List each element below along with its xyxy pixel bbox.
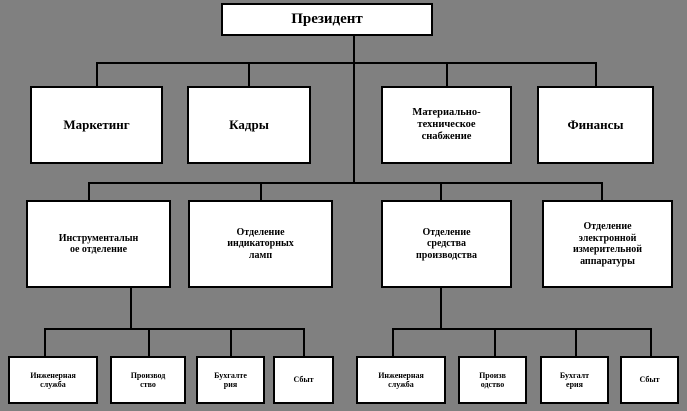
connector-trunk-level2 xyxy=(353,62,355,184)
node-production-left[interactable]: Производ ство xyxy=(110,356,186,404)
node-sales-right[interactable]: Сбыт xyxy=(620,356,679,404)
node-marketing[interactable]: Маркетинг xyxy=(30,86,163,164)
connector-finance-up xyxy=(595,62,597,86)
connector-acct-right-up xyxy=(575,328,577,356)
connector-production-up xyxy=(440,182,442,200)
connector-tools-up xyxy=(88,182,90,200)
node-president[interactable]: Президент xyxy=(221,3,433,36)
node-indicator-lamps-dept[interactable]: Отделение индикаторных ламп xyxy=(188,200,333,288)
node-tools-dept[interactable]: Инструменталын ое отделение xyxy=(26,200,171,288)
node-hr[interactable]: Кадры xyxy=(187,86,311,164)
node-finance[interactable]: Финансы xyxy=(537,86,654,164)
connector-marketing-up xyxy=(96,62,98,86)
connector-level2-bus xyxy=(88,182,602,184)
node-supply[interactable]: Материально- техническое снабжение xyxy=(381,86,512,164)
connector-prod-left-up xyxy=(148,328,150,356)
node-eng-service-left[interactable]: Инженерная служба xyxy=(8,356,98,404)
node-accounting-left[interactable]: Бухгалте рия xyxy=(196,356,265,404)
connector-level3-bus-left xyxy=(44,328,304,330)
connector-sales-right-up xyxy=(650,328,652,356)
node-electronic-measuring-dept[interactable]: Отделение электронной измерительной аппаратуры xyxy=(542,200,673,288)
connector-electronic-up xyxy=(601,182,603,200)
node-eng-service-right[interactable]: Инженерная служба xyxy=(356,356,446,404)
node-accounting-right[interactable]: Бухгалт ерия xyxy=(540,356,609,404)
connector-eng-left-up xyxy=(44,328,46,356)
connector-acct-left-up xyxy=(230,328,232,356)
connector-production-down xyxy=(440,288,442,330)
connector-hr-up xyxy=(248,62,250,86)
connector-prod-right-up xyxy=(494,328,496,356)
connector-indicator-up xyxy=(260,182,262,200)
node-production-dept[interactable]: Отделение средства производства xyxy=(381,200,512,288)
connector-supply-up xyxy=(446,62,448,86)
connector-sales-left-up xyxy=(303,328,305,356)
connector-eng-right-up xyxy=(392,328,394,356)
node-sales-left[interactable]: Сбыт xyxy=(273,356,334,404)
connector-tools-down xyxy=(130,288,132,330)
node-production-right[interactable]: Произв одство xyxy=(458,356,527,404)
connector-level1-bus xyxy=(96,62,596,64)
connector-level3-bus-right xyxy=(392,328,652,330)
